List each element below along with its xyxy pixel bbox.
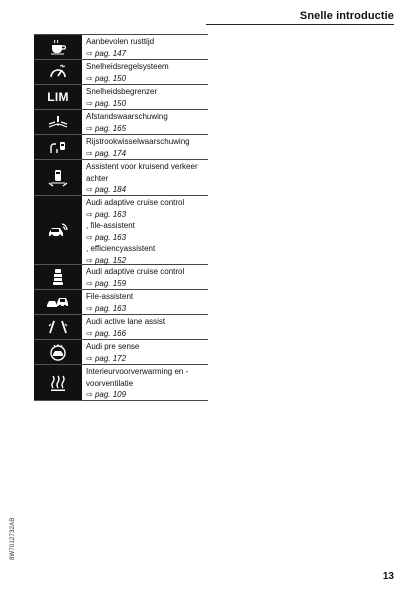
page-reference-link[interactable]: ⇨ pag. 163 [86, 232, 127, 242]
coffee-cup-icon [34, 35, 82, 60]
row-title: Rijstrookwisselwaarschuwing [86, 137, 190, 146]
lim-icon: LIM [34, 85, 82, 110]
table-row [34, 365, 208, 401]
row-title: Interieurvoorverwarming en - [86, 367, 189, 376]
row-title: Snelheidsbegrenzer [86, 87, 158, 96]
page-reference-link[interactable]: ⇨ pag. 163 [86, 209, 127, 219]
table-row [34, 340, 208, 365]
table-row [34, 135, 208, 160]
row-title: Assistent voor kruisend verkeer [86, 162, 198, 171]
row-title: Afstandswaarschuwing [86, 112, 168, 121]
row-title: Aanbevolen rusttijd [86, 37, 155, 46]
lane-change-icon [34, 135, 82, 160]
table-row [34, 265, 208, 290]
cruise-control-lever-icon [34, 265, 82, 290]
rear-cross-traffic-icon [34, 160, 82, 196]
page-reference-link[interactable]: ⇨ pag. 184 [86, 185, 127, 194]
page-reference-link[interactable]: ⇨ pag. 109 [86, 390, 127, 399]
table-row [34, 60, 208, 85]
table-row [34, 160, 208, 196]
page-number: 13 [382, 571, 394, 582]
row-title: Audi adaptive cruise control [86, 198, 185, 207]
row-title-continuation: voorventilatie [86, 378, 134, 388]
table-row [34, 196, 208, 265]
header-rule [206, 24, 394, 25]
row-title: Audi adaptive cruise control [86, 267, 185, 276]
page-reference-link[interactable]: ⇨ pag. 172 [86, 353, 127, 363]
row-subtitle: , file-assistent [86, 221, 135, 230]
page-reference-link[interactable]: ⇨ pag. 174 [86, 148, 127, 158]
page-reference-link[interactable]: ⇨ pag. 166 [86, 328, 127, 338]
page-reference-link[interactable]: ⇨ pag. 147 [86, 48, 127, 58]
page-reference-link[interactable]: ⇨ pag. 163 [86, 303, 127, 313]
table-row [34, 85, 208, 110]
table-row [34, 110, 208, 135]
lane-assist-icon [34, 315, 82, 340]
row-title: Audi pre sense [86, 342, 140, 351]
heating-icon [34, 365, 82, 401]
row-title-continuation: achter [86, 173, 109, 183]
row-subtitle: , efficiencyassistent [86, 244, 156, 253]
header-title: Snelle introductie [299, 10, 394, 22]
page-reference-link[interactable]: ⇨ pag. 152 [86, 255, 127, 265]
row-title: Snelheidsregelsysteem [86, 62, 169, 71]
page-reference-link[interactable]: ⇨ pag. 150 [86, 98, 127, 108]
row-title: Audi active lane assist [86, 317, 166, 326]
document-code: 8W7012732AB [10, 517, 16, 560]
row-title: File-assistent [86, 292, 134, 301]
table-row [34, 290, 208, 315]
distance-warning-icon [34, 110, 82, 135]
traffic-jam-icon [34, 290, 82, 315]
table-row [34, 35, 208, 60]
page-reference-link[interactable]: ⇨ pag. 165 [86, 123, 127, 133]
speedometer-icon [34, 60, 82, 85]
page-reference-link[interactable]: ⇨ pag. 159 [86, 278, 127, 288]
indicator-table [34, 34, 208, 401]
pre-sense-icon [34, 340, 82, 365]
adaptive-cruise-icon [34, 196, 82, 265]
page-reference-link[interactable]: ⇨ pag. 150 [86, 73, 127, 83]
table-row [34, 315, 208, 340]
